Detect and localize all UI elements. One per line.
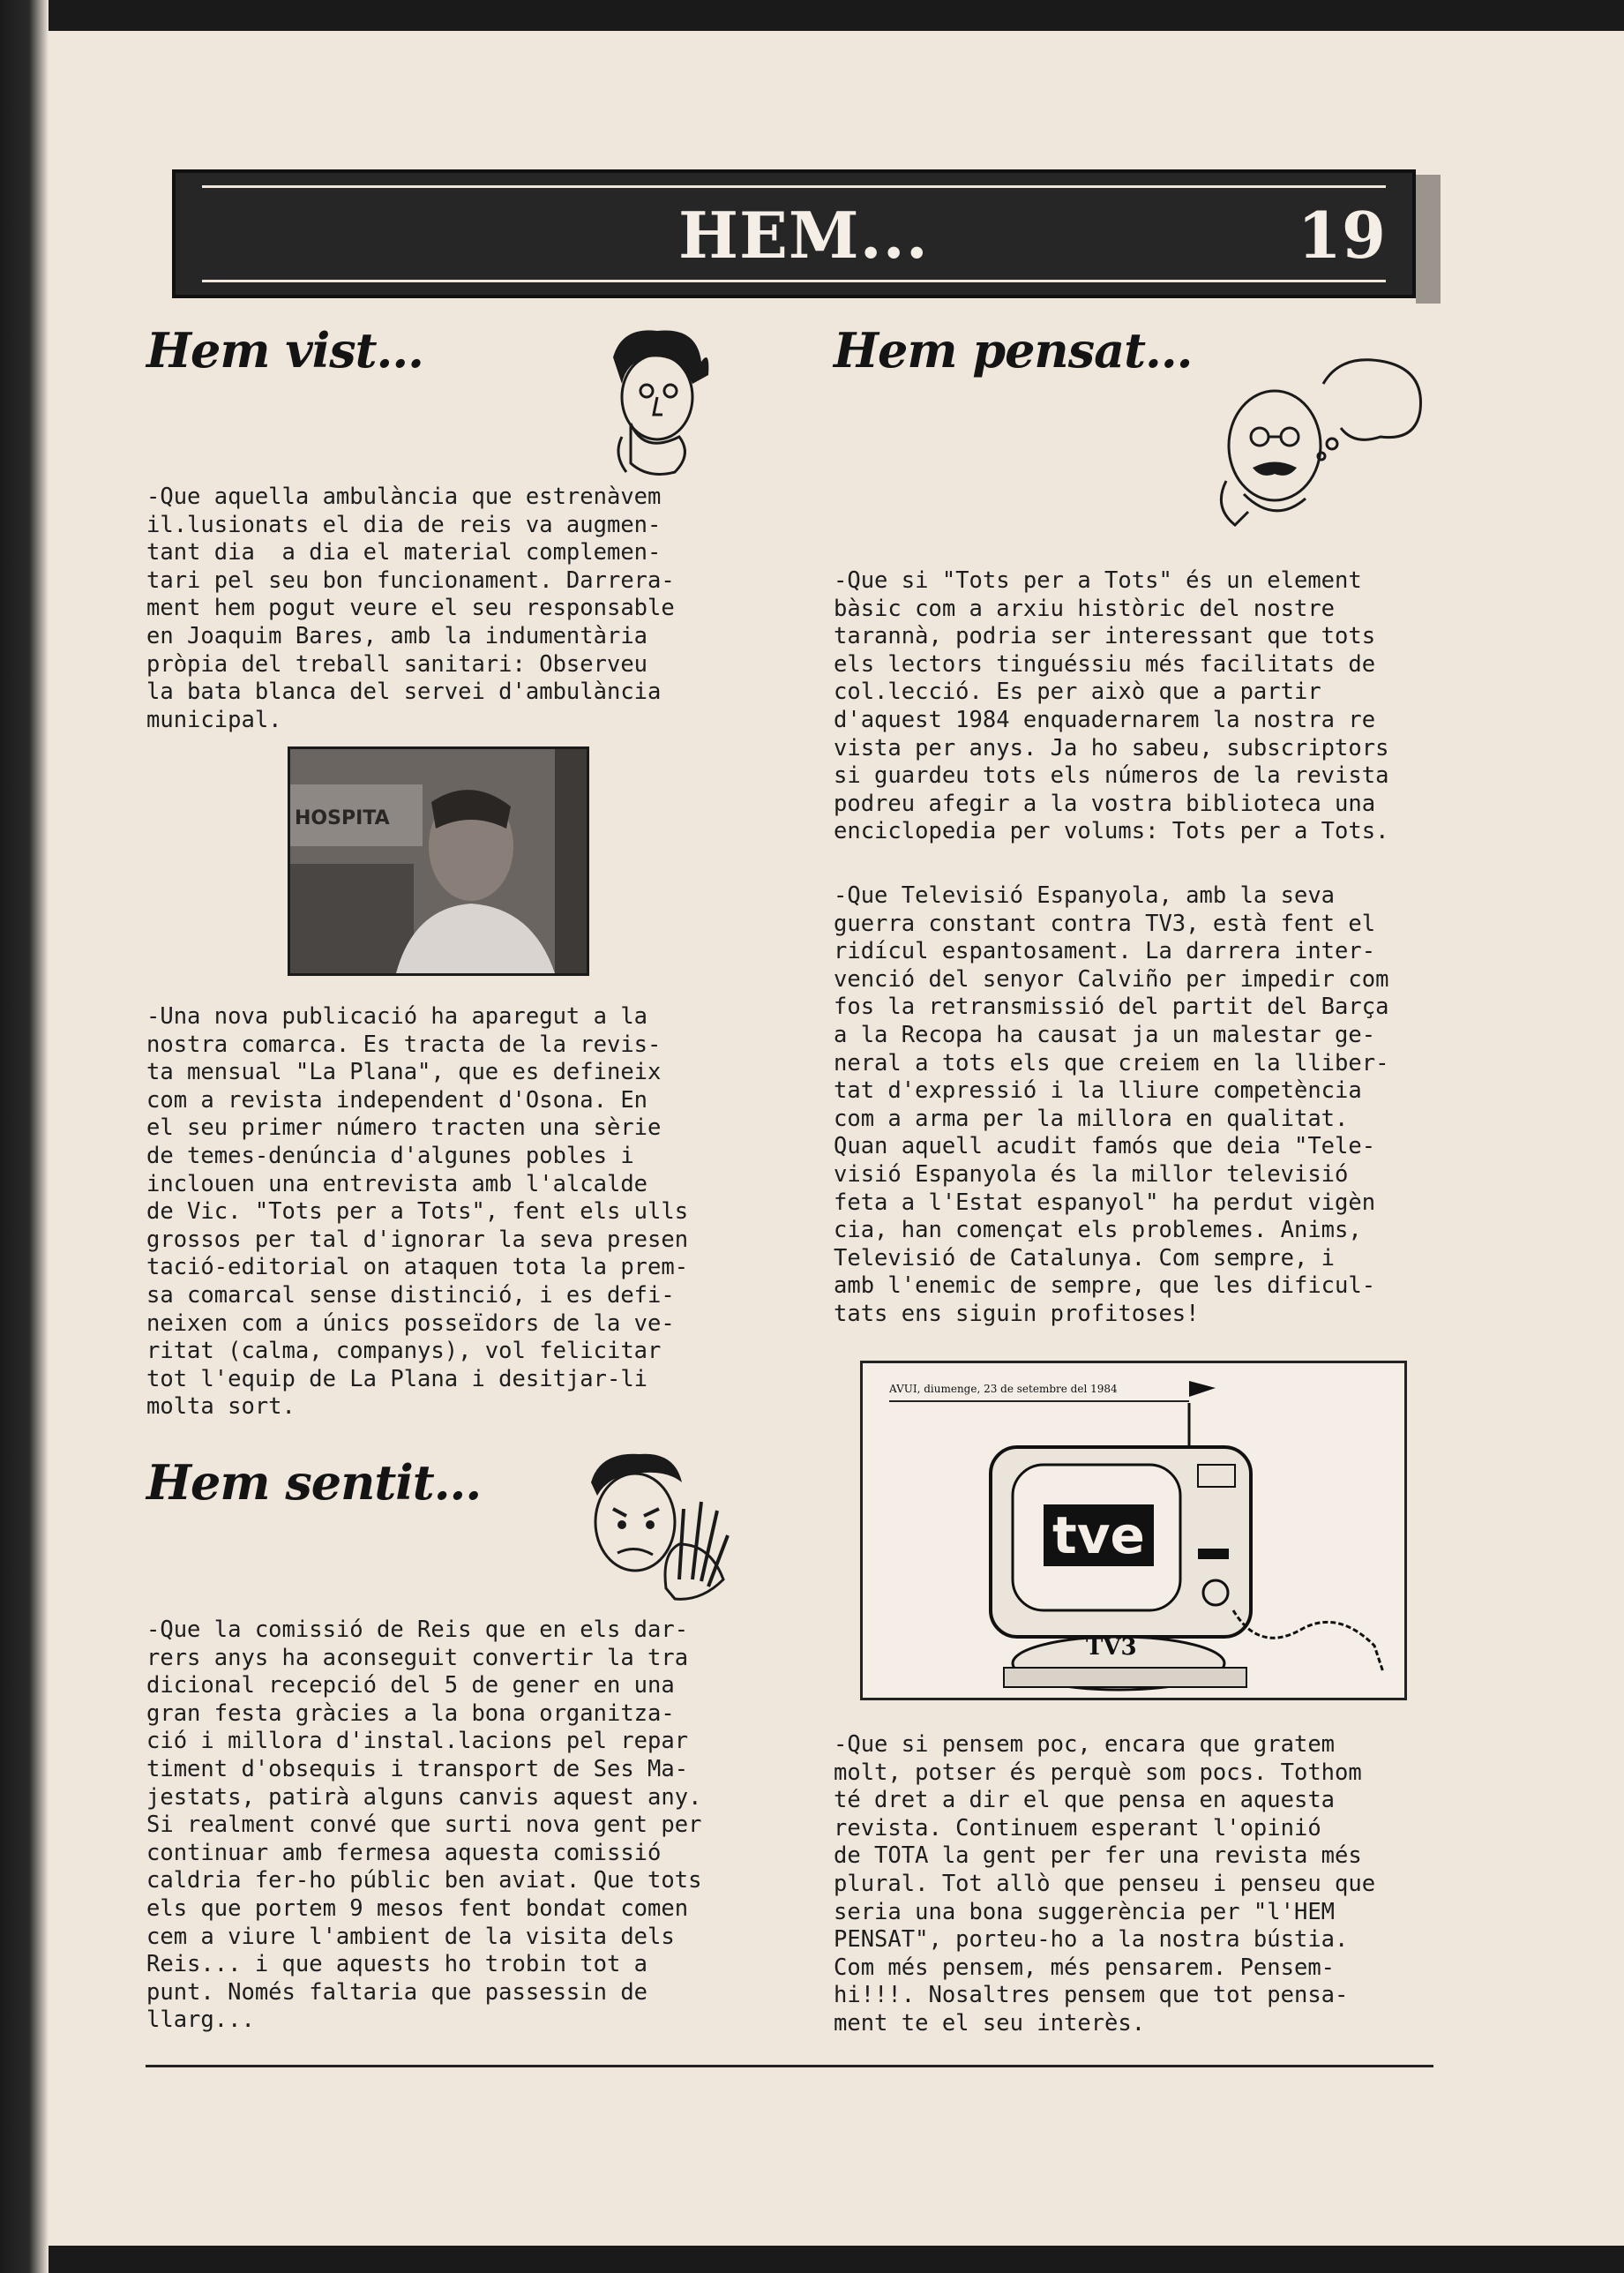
hem-vist-title: Hem vist... <box>146 322 423 379</box>
svg-text:HOSPITA: HOSPITA <box>295 807 390 829</box>
ambulance-photo <box>288 746 589 976</box>
cartoon-caption: AVUI, diumenge, 23 de setembre del 1984 <box>889 1379 1189 1402</box>
hem-vist-paragraph-1: -Que aquella ambulància que estrenàvem il.lusionats el dia de reis va augmen- tant dia a dia el material complemen- tari pel seu bon funcionament. Darrera- ment hem pogut veure el seu responsable en Joaquim Bares, amb la indumentària pròpia del treball sanitari: Observeu la bata blanca del servei d'ambulància municipal. <box>146 484 675 733</box>
hem-pensat-paragraph-2: -Que Televisió Espanyola, amb la seva guerra constant contra TV3, està fent el ridícul espantosament. La darrera inter- venció del senyor Calviño per impedir com fos la retransmissió del partit del Barça a la Recopa ha causat ja un malestar ge- neral a tots els que creiem en la lliber- tat d'expressió i la lliure competència com a arma per la millora en qualitat. Quan aquell acudit famós que deia "Tele- visió Espanyola és la millor televisió feta a l'Estat espanyol" ha perdut vigèn cia, han començat els problemes. Anims, Televisió de Catalunya. Com sempre, i amb l'enemic de sempre, que les dificul- tats ens siguin profitoses! <box>834 882 1389 1327</box>
bottom-rule <box>146 2065 1433 2067</box>
section-header <box>172 169 1416 298</box>
hem-pensat-paragraph-1: -Que si "Tots per a Tots" és un element bàsic com a arxiu històric del nostre tarannà, podria ser interessant que tots els lectors tinguéssiu més facilitats de col.lecció. Es per això que a partir d'aquest 1984 enquadernarem la nostra re vista per anys. Ja ho sabeu, subscriptors si guardeu tots els números de la revista podreu afegir a la vostra biblioteca una enciclopedia per volums: Tots per a Tots. <box>834 567 1389 845</box>
tv3-logo: TV3 <box>1086 1634 1137 1661</box>
caricature-thinking-icon <box>1209 349 1429 534</box>
header-title: HEM... <box>678 198 929 273</box>
hem-vist-paragraph-2: -Una nova publicació ha aparegut a la nostra comarca. Es tracta de la revis- ta mensual "La Plana", que es defineix com a revista independent d'Osona. En el seu primer número tracten una sèrie de temes-denúncia d'algunes pobles i inclouen una entrevista amb l'alcalde de Vic. "Tots per a Tots", fent els ulls grossos per tal d'ignorar la seva presen tació-editorial on ataquen tota la prem- sa comarcal sense distinció, i es defi- neixen com a únics posseïdors de la ve- ritat (calma, companys), vol felicitar tot l'equip de La Plana i desitjar-li molta sort. <box>146 1003 689 1421</box>
page-number: 19 <box>1297 198 1386 273</box>
caricature-hand-icon <box>578 1447 732 1606</box>
hem-pensat-title: Hem pensat... <box>834 322 1193 379</box>
tv-cartoon <box>860 1361 1407 1700</box>
hem-sentit-title: Hem sentit... <box>146 1454 482 1511</box>
tv-drawing <box>863 1363 1404 1698</box>
hem-pensat-paragraph-3: -Que si pensem poc, encara que gratem molt, potser és perquè som pocs. Tothom té dret a dir el que pensa en aquesta revista. Continuem esperant l'opinió de TOTA la gent per fer una revista més plural. Tot allò que penseu i penseu que seria una bona suggerència per "l'HEM PENSAT", porteu-ho a la nostra bústia. Com més pensem, més pensarem. Pensem- hi!!!. Nosaltres pensem que tot pensa- ment te el seu interès. <box>834 1731 1376 2037</box>
header-rule-top <box>202 185 1386 188</box>
binding-edge <box>0 0 49 2273</box>
photo-content <box>290 749 587 973</box>
header-shadow <box>1416 175 1441 304</box>
tve-logo: tve <box>1052 1505 1145 1565</box>
header-rule-bottom <box>202 280 1386 282</box>
caricature-man-icon <box>595 322 715 481</box>
hem-sentit-paragraph-1: -Que la comissió de Reis que en els dar- rers anys ha aconseguit convertir la tra dicional recepció del 5 de gener en una gran festa gràcies a la bona organitza- ció i millora d'instal.lacions pel repar timent d'obsequis i transport de Ses Ma- jestats, patirà alguns canvis aquest any. Si realment convé que surti nova gent per continuar amb fermesa aquesta comissió caldria fer-ho públic ben aviat. Que tots els que portem 9 mesos fent bondat comen cem a viure l'ambient de la visita dels Reis... i que aquests ho trobin tot a punt. Només faltaria que passessin de llarg... <box>146 1617 702 2034</box>
